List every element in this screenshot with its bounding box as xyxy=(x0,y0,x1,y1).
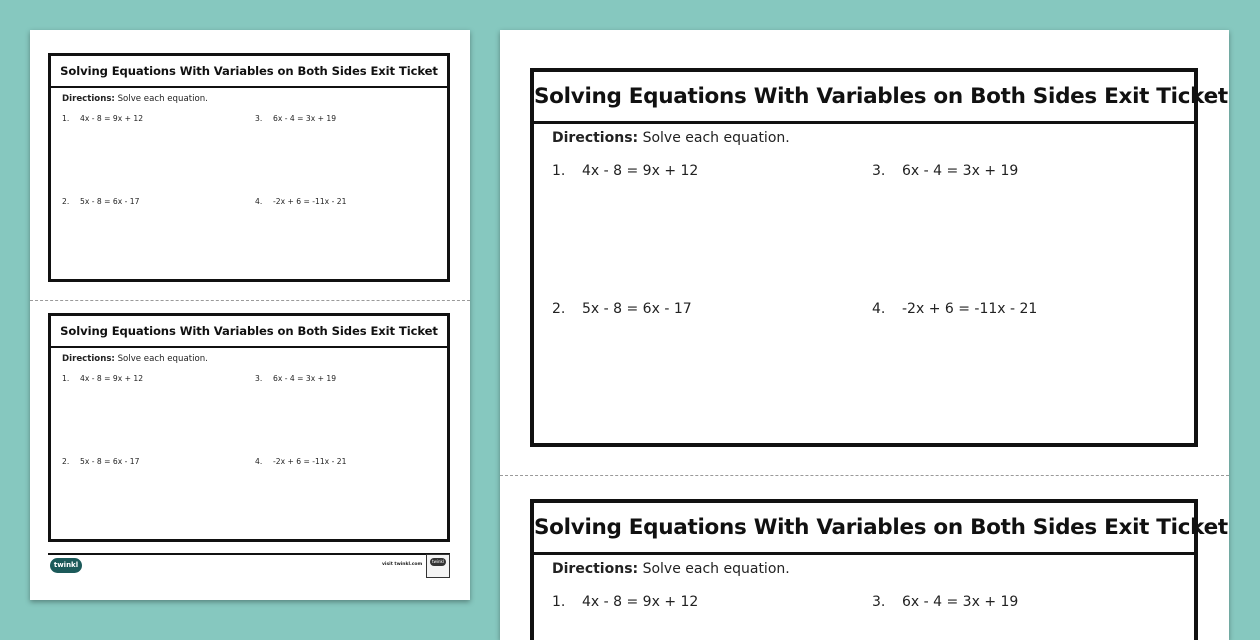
exit-ticket xyxy=(48,53,450,282)
directions-text: Solve each equation. xyxy=(638,130,790,146)
problem-number: 2. xyxy=(62,457,70,466)
exit-ticket xyxy=(530,68,1228,447)
problem-equation: -2x + 6 = -11x - 21 xyxy=(273,197,347,206)
problem-1 xyxy=(62,374,143,383)
ticket-title: Solving Equations With Variables on Both Sides Exit Ticket xyxy=(51,316,447,348)
exit-ticket xyxy=(530,499,1228,640)
exit-ticket xyxy=(48,313,450,542)
problem-equation: 4x - 8 = 9x + 12 xyxy=(582,594,699,610)
problem-equation: 6x - 4 = 3x + 19 xyxy=(273,374,337,383)
directions-label: Directions: xyxy=(552,561,639,577)
problem-3 xyxy=(872,594,1018,610)
problem-number: 3. xyxy=(255,374,263,383)
problem-3 xyxy=(255,374,336,383)
worksheet-page-preview xyxy=(30,30,470,600)
cut-line xyxy=(30,300,470,301)
problem-1 xyxy=(62,114,143,123)
directions-label: Directions: xyxy=(62,94,115,104)
directions-label: Directions: xyxy=(552,130,639,146)
problem-equation: 4x - 8 = 9x + 12 xyxy=(582,163,699,179)
problem-2 xyxy=(62,197,139,206)
directions-text: Solve each equation. xyxy=(114,94,208,104)
ticket-title: Solving Equations With Variables on Both Sides Exit Ticket xyxy=(51,56,447,88)
problem-number: 1. xyxy=(552,163,566,179)
problem-3 xyxy=(255,114,336,123)
directions xyxy=(62,354,208,364)
problem-number: 4. xyxy=(255,197,263,206)
problem-equation: 6x - 4 = 3x + 19 xyxy=(273,114,337,123)
twinkl-badge-icon xyxy=(426,554,450,578)
problem-equation: 6x - 4 = 3x + 19 xyxy=(902,163,1019,179)
problem-1 xyxy=(552,594,698,610)
footer-url: visit twinkl.com xyxy=(382,562,423,567)
directions-label: Directions: xyxy=(62,354,115,364)
problem-4 xyxy=(255,197,346,206)
problem-equation: 5x - 8 = 6x - 17 xyxy=(80,457,140,466)
directions-text: Solve each equation. xyxy=(638,561,790,577)
problem-equation: -2x + 6 = -11x - 21 xyxy=(273,457,347,466)
problem-equation: 5x - 8 = 6x - 17 xyxy=(80,197,140,206)
worksheet-page-zoomed xyxy=(500,30,1229,640)
problem-number: 1. xyxy=(552,594,566,610)
twinkl-logo: twinkl xyxy=(50,558,82,573)
problem-2 xyxy=(552,301,692,317)
problem-4 xyxy=(255,457,346,466)
problem-equation: 4x - 8 = 9x + 12 xyxy=(80,374,144,383)
problem-number: 2. xyxy=(552,301,566,317)
problem-number: 4. xyxy=(872,301,886,317)
problem-number: 1. xyxy=(62,114,70,123)
problem-number: 3. xyxy=(872,594,886,610)
ticket-title: Solving Equations With Variables on Both Sides Exit Ticket xyxy=(534,503,1194,555)
problem-equation: 5x - 8 = 6x - 17 xyxy=(582,301,692,317)
problem-equation: 6x - 4 = 3x + 19 xyxy=(902,594,1019,610)
directions-text: Solve each equation. xyxy=(114,354,208,364)
problem-number: 3. xyxy=(255,114,263,123)
problem-3 xyxy=(872,163,1018,179)
cut-line xyxy=(500,475,1229,476)
directions xyxy=(62,94,208,104)
problem-2 xyxy=(62,457,139,466)
problem-number: 1. xyxy=(62,374,70,383)
ticket-title: Solving Equations With Variables on Both Sides Exit Ticket xyxy=(534,72,1194,124)
problem-equation: -2x + 6 = -11x - 21 xyxy=(902,301,1038,317)
problem-number: 4. xyxy=(255,457,263,466)
problem-equation: 4x - 8 = 9x + 12 xyxy=(80,114,144,123)
problem-number: 3. xyxy=(872,163,886,179)
problem-1 xyxy=(552,163,698,179)
directions xyxy=(552,130,790,146)
footer-rule xyxy=(48,553,450,555)
directions xyxy=(552,561,790,577)
problem-4 xyxy=(872,301,1037,317)
badge-text: twinkl xyxy=(430,558,446,566)
problem-number: 2. xyxy=(62,197,70,206)
